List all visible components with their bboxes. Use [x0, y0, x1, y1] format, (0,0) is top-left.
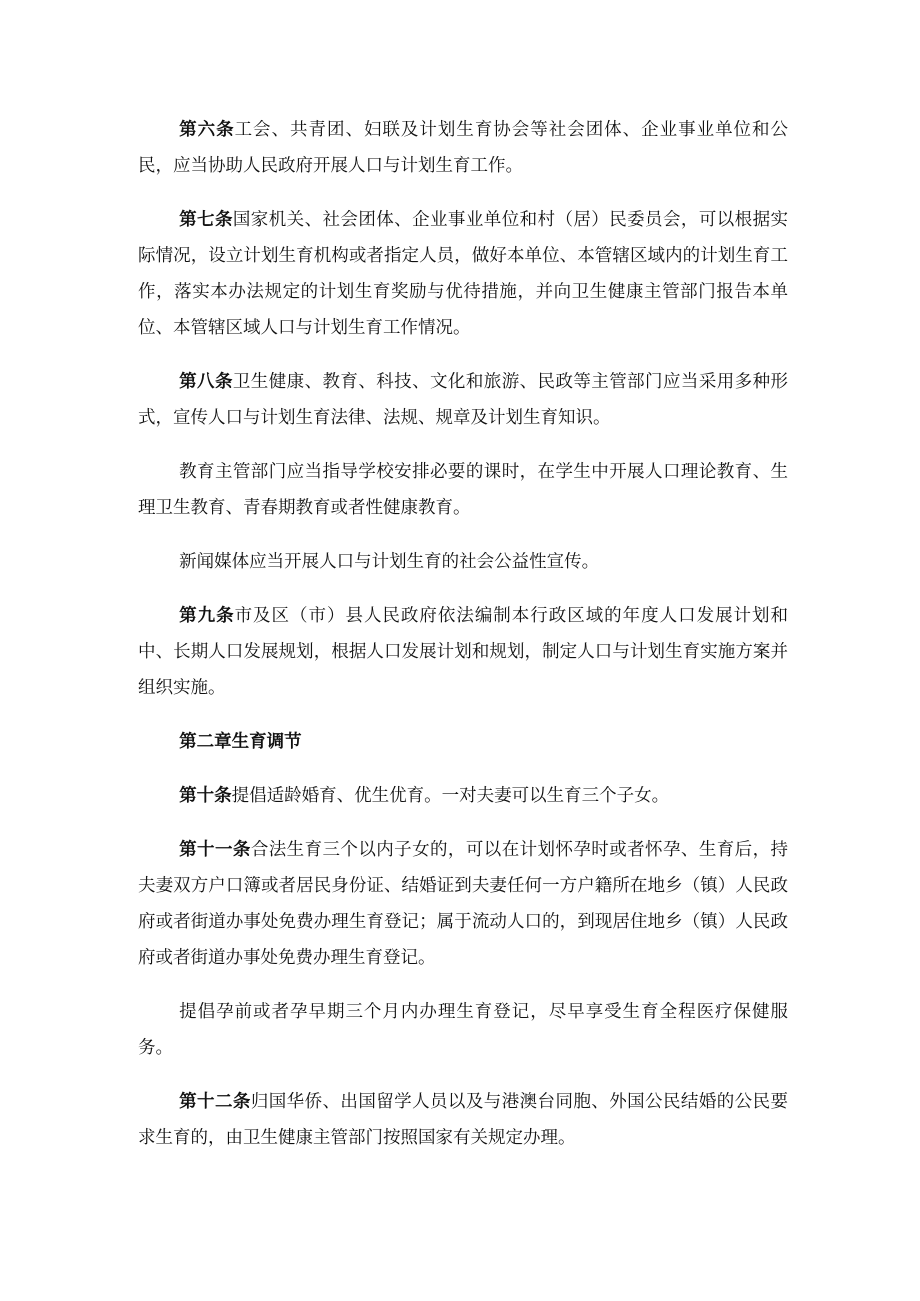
- article-text: 工会、共青团、妇联及计划生育协会等社会团体、企业事业单位和公民，应当协助人民政府开展人口与计划生育工作。: [138, 120, 789, 176]
- paragraph-article-9: [138, 598, 788, 706]
- article-number: 第十一条: [179, 840, 251, 860]
- article-text: 提倡适龄婚育、优生优育。一对夫妻可以生育三个子女。: [231, 786, 670, 806]
- paragraph-article-7: [138, 202, 788, 346]
- paragraph-article-12: [138, 1084, 788, 1156]
- article-number: 第六条: [179, 120, 235, 140]
- article-text: 国家机关、社会团体、企业事业单位和村（居）民委员会，可以根据实际情况，设立计划生育机构或者指定人员，做好本单位、本管辖区域内的计划生育工作，落实本办法规定的计划生育奖励与优待措施，并向卫生健康主管部门报告本单位、本管辖区域人口与计划生育工作情况。: [138, 210, 789, 338]
- paragraph-media: [138, 544, 788, 580]
- article-text: 市及区（市）县人民政府依法编制本行政区域的年度人口发展计划和中、长期人口发展规划，根据人口发展计划和规划，制定人口与计划生育实施方案并组织实施。: [138, 606, 789, 698]
- document-body: [138, 112, 788, 1174]
- chapter-title: 第二章生育调节: [179, 732, 302, 752]
- paragraph-text: 提倡孕前或者孕早期三个月内办理生育登记，尽早享受生育全程医疗保健服务。: [138, 1002, 788, 1058]
- article-text: 卫生健康、教育、科技、文化和旅游、民政等主管部门应当采用多种形式，宣传人口与计划生育法律、法规、规章及计划生育知识。: [138, 372, 789, 428]
- paragraph-article-10: [138, 778, 788, 814]
- paragraph-education: [138, 454, 788, 526]
- article-number: 第八条: [179, 372, 233, 392]
- article-text: 归国华侨、出国留学人员以及与港澳台同胞、外国公民结婚的公民要求生育的，由卫生健康主管部门按照国家有关规定办理。: [138, 1092, 789, 1148]
- paragraph-article-8: [138, 364, 788, 436]
- article-number: 第十条: [179, 786, 232, 806]
- paragraph-text: 教育主管部门应当指导学校安排必要的课时，在学生中开展人口理论教育、生理卫生教育、青春期教育或者性健康教育。: [138, 462, 788, 518]
- paragraph-article-6: [138, 112, 788, 184]
- article-number: 第十二条: [179, 1092, 251, 1112]
- article-text: 合法生育三个以内子女的，可以在计划怀孕时或者怀孕、生育后，持夫妻双方户口簿或者居民身份证、结婚证到夫妻任何一方户籍所在地乡（镇）人民政府或者街道办事处免费办理生育登记；属于流动人口的，到现居住地乡（镇）人民政府或者街道办事处免费办理生育登记。: [138, 840, 789, 968]
- article-number: 第九条: [179, 606, 235, 626]
- paragraph-text: 新闻媒体应当开展人口与计划生育的社会公益性宣传。: [179, 552, 600, 572]
- article-number: 第七条: [179, 210, 233, 230]
- paragraph-registration: [138, 994, 788, 1066]
- paragraph-article-11: [138, 832, 788, 976]
